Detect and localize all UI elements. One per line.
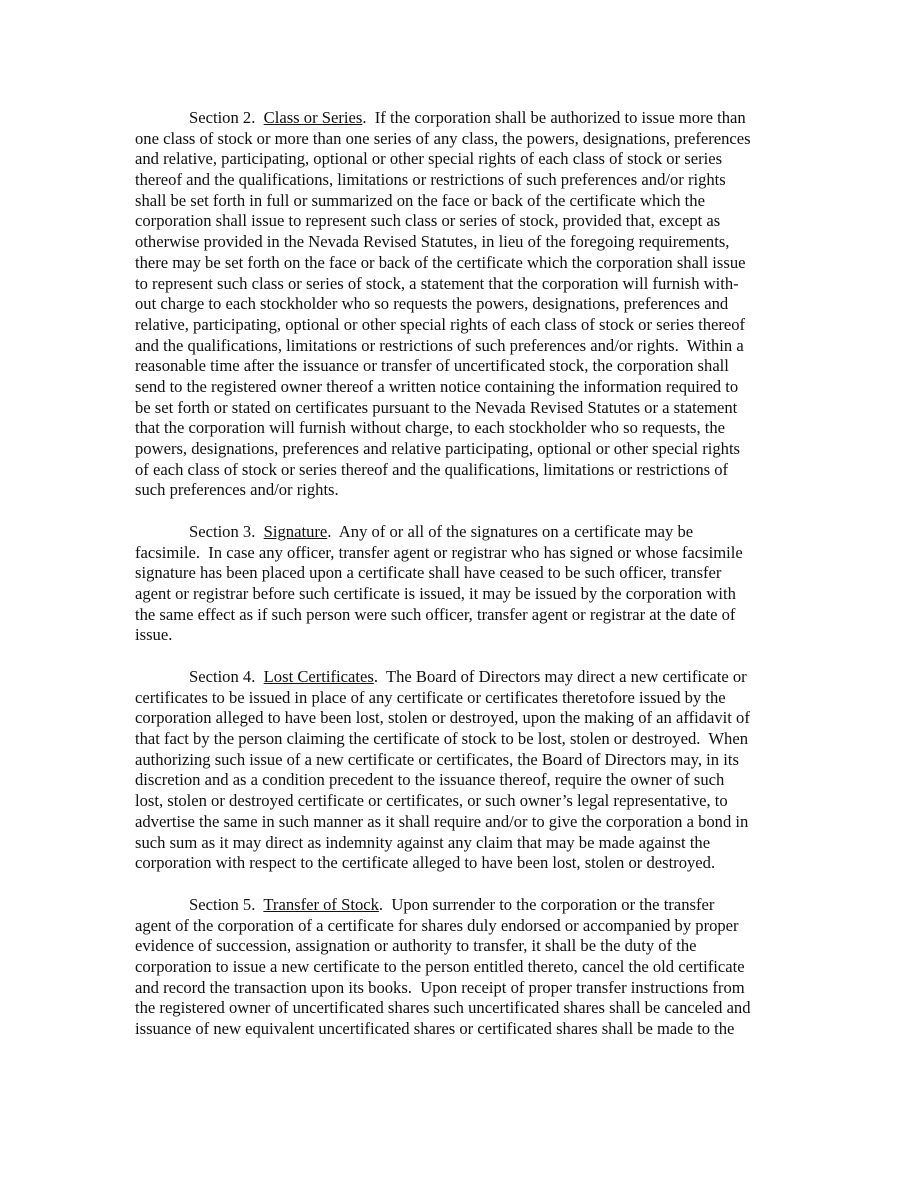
text-line: corporation shall issue to represent such class or series of stock, provided that, except as [135, 211, 721, 231]
section-4-paragraph [135, 667, 785, 874]
section-2-first-line [135, 108, 785, 129]
text-line: such sum as it may direct as indemnity against any claim that may be made against the [135, 832, 711, 852]
text-line: send to the registered owner thereof a written notice containing the information required to [135, 376, 739, 396]
section-5-prefix: Section 5. [189, 895, 264, 914]
text-line: powers, designations, preferences and relative participating, optional or other special rights [135, 439, 741, 458]
text-line: discretion and as a condition precedent to the issuance thereof, require the owner of such [135, 770, 725, 790]
section-3-prefix: Section 3. [189, 522, 264, 541]
text-line: such preferences and/or rights. [135, 480, 339, 500]
section-4-heading: Lost Certificates [263, 667, 374, 686]
text-line: thereof and the qualifications, limitations or restrictions of such preferences and/or rights [135, 170, 726, 190]
text-line: one class of stock or more than one series of any class, the powers, designations, preferences [135, 128, 751, 148]
section-2-heading: Class or Series [263, 108, 363, 127]
section-3-first-line-text: . Any of or all of the signatures on a certificate may be [327, 522, 694, 541]
section-3-heading: Signature [263, 522, 328, 541]
section-4-first-line [135, 667, 785, 688]
text-line: shall be set forth in full or summarized on the face or back of the certificate which the [135, 190, 705, 210]
text-line: certificates to be issued in place of any certificate or certificates theretofore issued by the [135, 687, 726, 707]
text-line: corporation to issue a new certificate to the person entitled thereto, cancel the old certificate [135, 957, 745, 977]
text-line: signature has been placed upon a certificate shall have ceased to be such officer, transfer [135, 563, 722, 583]
text-line: issuance of new equivalent uncertificated shares or certificated shares shall be made to the [135, 1019, 735, 1039]
text-line: evidence of succession, assignation or authority to transfer, it shall be the duty of the [135, 936, 697, 956]
section-5-first-line [135, 895, 785, 916]
section-5-first-line-text: . Upon surrender to the corporation or the transfer [378, 895, 715, 914]
text-line: corporation alleged to have been lost, stolen or destroyed, upon the making of an affidavit of [135, 708, 750, 728]
section-3-paragraph [135, 522, 785, 646]
text-line: advertise the same in such manner as it shall require and/or to give the corporation a bond in [135, 811, 749, 831]
text-line: agent or registrar before such certificate is issued, it may be issued by the corporation with [135, 584, 736, 604]
text-line: facsimile. In case any officer, transfer agent or registrar who has signed or whose facsimile [135, 542, 743, 562]
text-line: and relative, participating, optional or other special rights of each class of stock or series [135, 149, 723, 169]
section-2-first-line-text: . If the corporation shall be authorized to issue more than [362, 108, 746, 127]
text-line: that fact by the person claiming the certificate of stock to be lost, stolen or destroyed. When [135, 729, 749, 749]
section-5-heading: Transfer of Stock [263, 895, 379, 914]
text-line: of each class of stock or series thereof and the qualifications, limitations or restrictions of [135, 459, 729, 479]
text-line: that the corporation will furnish without charge, to each stockholder who so requests, the [135, 418, 726, 438]
text-line: reasonable time after the issuance or transfer of uncertificated stock, the corporation shall [135, 356, 729, 376]
text-line: be set forth or stated on certificates pursuant to the Nevada Revised Statutes or a statement [135, 397, 738, 417]
text-line: otherwise provided in the Nevada Revised Statutes, in lieu of the foregoing requirements, [135, 232, 730, 252]
text-line: out charge to each stockholder who so requests the powers, designations, preferences and [135, 294, 729, 314]
section-4-prefix: Section 4. [189, 667, 264, 686]
text-line: authorizing such issue of a new certificate or certificates, the Board of Directors may, in its [135, 749, 739, 769]
text-line: and record the transaction upon its books. Upon receipt of proper transfer instructions from [135, 977, 745, 997]
section-2-prefix: Section 2. [189, 108, 264, 127]
text-line: the registered owner of uncertificated shares such uncertificated shares shall be canceled and [135, 998, 751, 1018]
text-line: the same effect as if such person were such officer, transfer agent or registrar at the date of [135, 604, 736, 624]
text-line: lost, stolen or destroyed certificate or certificates, or such owner’s legal representative, to [135, 791, 728, 811]
section-2-paragraph [135, 108, 785, 501]
section-3-first-line [135, 522, 785, 543]
text-line: there may be set forth on the face or back of the certificate which the corporation shall issue [135, 252, 746, 272]
text-line: corporation with respect to the certificate alleged to have been lost, stolen or destroyed. [135, 853, 716, 873]
text-line: to represent such class or series of stock, a statement that the corporation will furnish with- [135, 273, 739, 293]
text-line: and the qualifications, limitations or restrictions of such preferences and/or rights. Within a [135, 335, 744, 355]
text-line: relative, participating, optional or other special rights of each class of stock or series thereof [135, 314, 746, 334]
text-line: issue. [135, 625, 173, 645]
text-line: agent of the corporation of a certificate for shares duly endorsed or accompanied by proper [135, 915, 739, 935]
section-5-paragraph [135, 895, 785, 1040]
section-4-first-line-text: . The Board of Directors may direct a new certificate or [373, 667, 747, 686]
